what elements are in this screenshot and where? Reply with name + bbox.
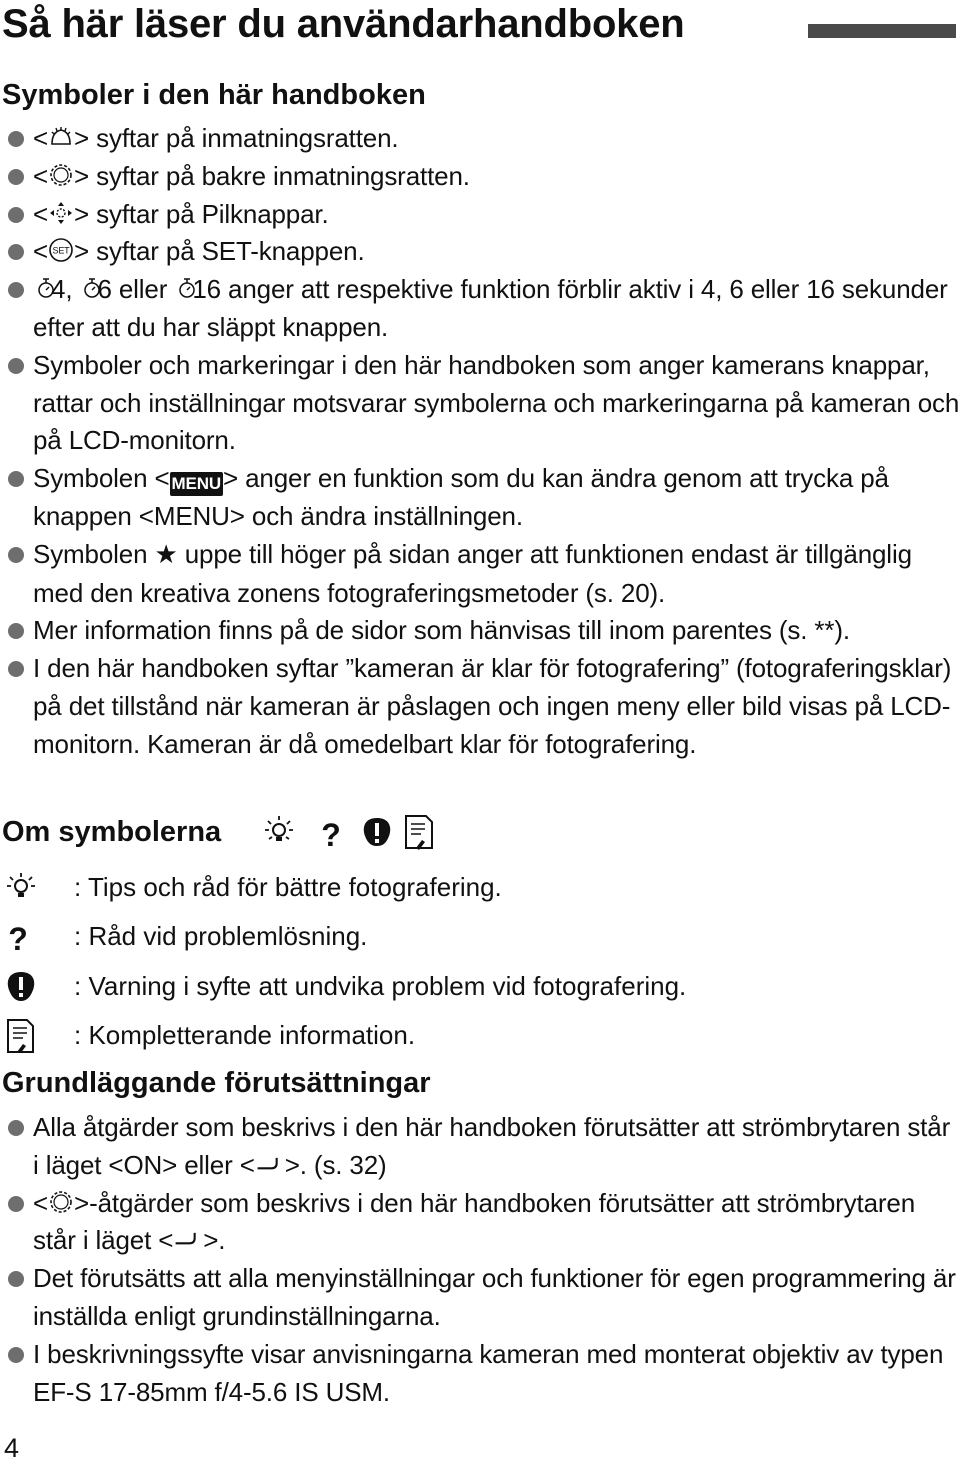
basics-list <box>0 1109 960 1411</box>
section-heading-icons: Om symbolerna <box>2 816 222 848</box>
icon-legend-row: : Tips och råd för bättre fotografering. <box>0 867 960 907</box>
bullet-icon <box>8 244 24 260</box>
svg-text:?: ? <box>321 817 341 852</box>
symbols-list <box>0 120 960 764</box>
set-button-icon <box>48 237 74 263</box>
quick-control-dial-icon <box>48 1189 74 1215</box>
star-icon: ★ <box>154 539 178 570</box>
cross-keys-icon <box>48 200 74 226</box>
icon-legend-row: ? : Råd vid problemlösning. <box>0 916 960 956</box>
bullet-icon <box>8 282 24 298</box>
list-item: Symbolen < MENU> anger en funktion som du kan ändra genom att trycka på knappen <MENU> och ändra inställningen. <box>0 460 960 536</box>
list-item: I den här handboken syftar ”kameran är klar för fotografering” (fotograferingsklar) på det tillstånd när kameran är påslagen och ingen meny eller bild visas på LCD-monitorn. Kameran är då omedelbart klar för fotografering. <box>0 650 960 763</box>
bullet-icon <box>8 547 24 563</box>
main-dial-icon <box>48 124 74 150</box>
list-item: < >-åtgärder som beskrivs i den här handboken förutsätter att strömbrytaren står i läget < >. <box>0 1185 960 1261</box>
bullet-icon <box>8 661 24 677</box>
bullet-icon <box>8 471 24 487</box>
icon-legend-row: : Kompletterande information. <box>0 1015 960 1055</box>
bullet-icon <box>8 131 24 147</box>
tip-bulb-icon <box>4 871 38 905</box>
quick-control-dial-icon <box>48 162 74 188</box>
page-number: 4 <box>4 1433 20 1463</box>
menu-badge-icon: MENU <box>170 472 223 496</box>
section-heading-basics: Grundläggande förutsättningar <box>2 1067 431 1099</box>
bullet-icon <box>8 1347 24 1363</box>
list-item: < > syftar på inmatningsratten. <box>0 120 960 158</box>
list-item: Mer information finns på de sidor som hänvisas till inom parentes (s. **). <box>0 612 960 650</box>
bullet-icon <box>8 1120 24 1136</box>
page-title: Så här läser du användarhandboken <box>2 2 685 46</box>
warning-icon <box>4 970 38 1004</box>
list-item: < SET > syftar på SET-knappen. <box>0 233 960 271</box>
title-decorative-bar <box>808 24 956 38</box>
icon-legend-row: : Varning i syfte att undvika problem vid fotografering. <box>0 966 960 1006</box>
bullet-icon <box>8 169 24 185</box>
memo-icon <box>4 1019 38 1053</box>
svg-text:SET: SET <box>52 245 70 256</box>
power-switch-position-icon <box>173 1226 203 1252</box>
section-heading-symbols: Symboler i den här handboken <box>2 79 426 111</box>
bullet-icon <box>8 623 24 639</box>
timer-icon <box>33 275 51 301</box>
list-item: Alla åtgärder som beskrivs i den här handboken förutsätter att strömbrytaren står i läget <ON> eller < >. (s. 32) <box>0 1109 960 1185</box>
list-item: I beskrivningssyfte visar anvisningarna kameran med monterat objektiv av typen EF-S 17-85mm f/4-5.6 IS USM. <box>0 1336 960 1412</box>
timer-icon <box>174 275 192 301</box>
bullet-icon <box>8 358 24 374</box>
list-item: < > syftar på Pilknappar. <box>0 196 960 234</box>
tip-bulb-icon <box>262 812 296 852</box>
question-mark-icon <box>314 812 348 852</box>
bullet-icon <box>8 1196 24 1212</box>
list-item: < > syftar på bakre inmatningsratten. <box>0 158 960 196</box>
list-item: Symbolen ★ uppe till höger på sidan anger att funktionen endast är tillgänglig med den kreativa zonens fotograferingsmetoder (s. 20). <box>0 536 960 613</box>
bullet-icon <box>8 207 24 223</box>
warning-icon <box>360 812 394 852</box>
power-switch-position-icon <box>255 1151 285 1177</box>
list-item: 4, 6 eller 16 anger att respektive funktion förblir aktiv i 4, 6 eller 16 sekunder efter att du har släppt knappen. <box>0 271 960 347</box>
svg-text:?: ? <box>8 921 28 954</box>
timer-icon <box>79 275 97 301</box>
list-item: Symboler och markeringar i den här handboken som anger kamerans knappar, rattar och inställningar motsvarar symbolerna och markeringarna på kameran och på LCD-monitorn. <box>0 347 960 460</box>
memo-icon <box>402 812 436 852</box>
bullet-icon <box>8 1271 24 1287</box>
question-mark-icon <box>4 920 38 954</box>
list-item: Det förutsätts att alla menyinställningar och funktioner för egen programmering är inställda enligt grundinställningarna. <box>0 1260 960 1336</box>
